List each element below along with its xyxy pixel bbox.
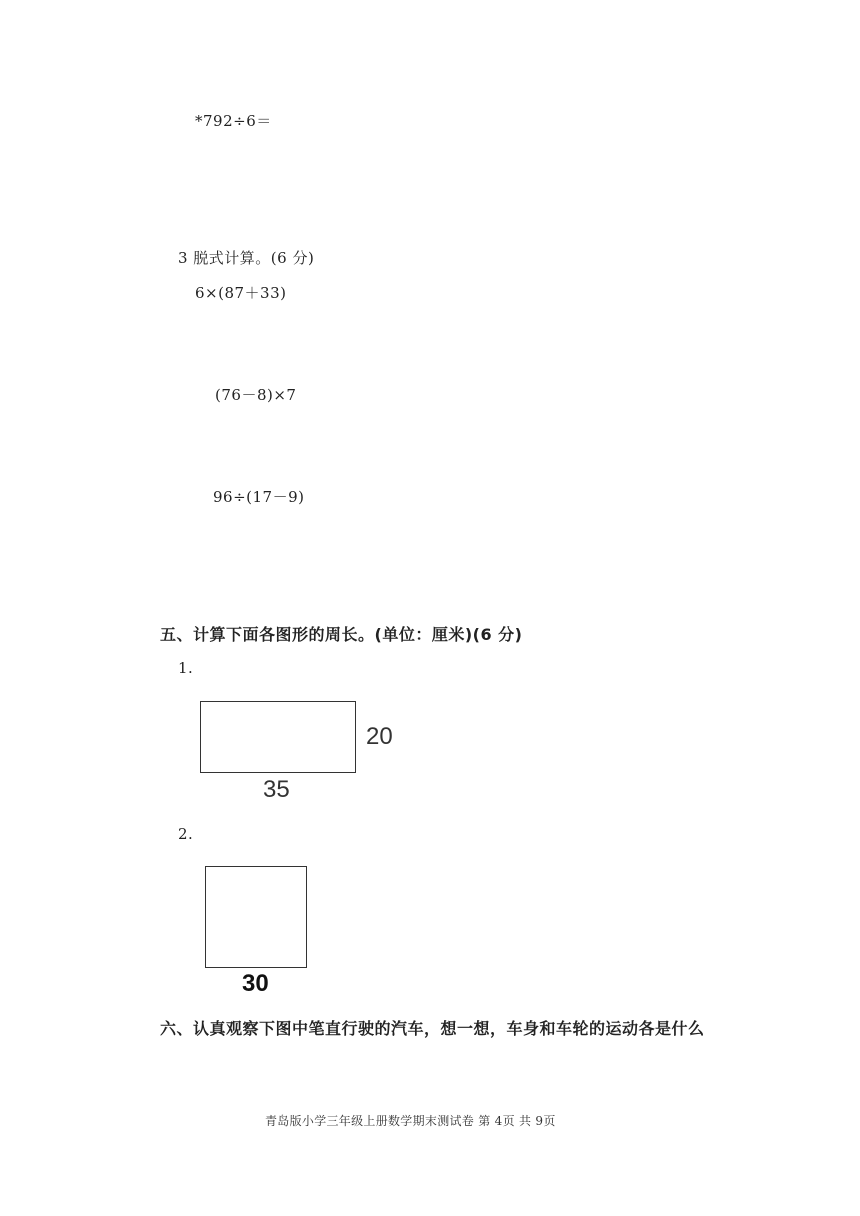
figure-1-number: 1. [178,659,194,677]
section-6-title: 六、认真观察下图中笔直行驶的汽车，想一想，车身和车轮的运动各是什么 [160,1019,705,1038]
question-3-title: 3 脱式计算。(6 分) [178,249,315,267]
expression-1: 6×(87＋33) [195,284,287,302]
expression-2: (76－8)×7 [215,386,297,404]
section-5-title: 五、计算下面各图形的周长。(单位：厘米)(6 分) [160,625,523,644]
figure-2-number: 2. [178,825,194,843]
expression-3: 96÷(17－9) [213,488,305,506]
division-problem: *792÷6＝ [195,112,272,130]
square-figure [205,866,307,968]
rectangle-width-label: 35 [263,776,290,803]
rectangle-height-label: 20 [366,723,393,750]
page-footer: 青岛版小学三年级上册数学期末测试卷 第 4页 共 9页 [265,1114,556,1128]
square-side-label: 30 [242,970,269,997]
rectangle-figure [200,701,356,773]
